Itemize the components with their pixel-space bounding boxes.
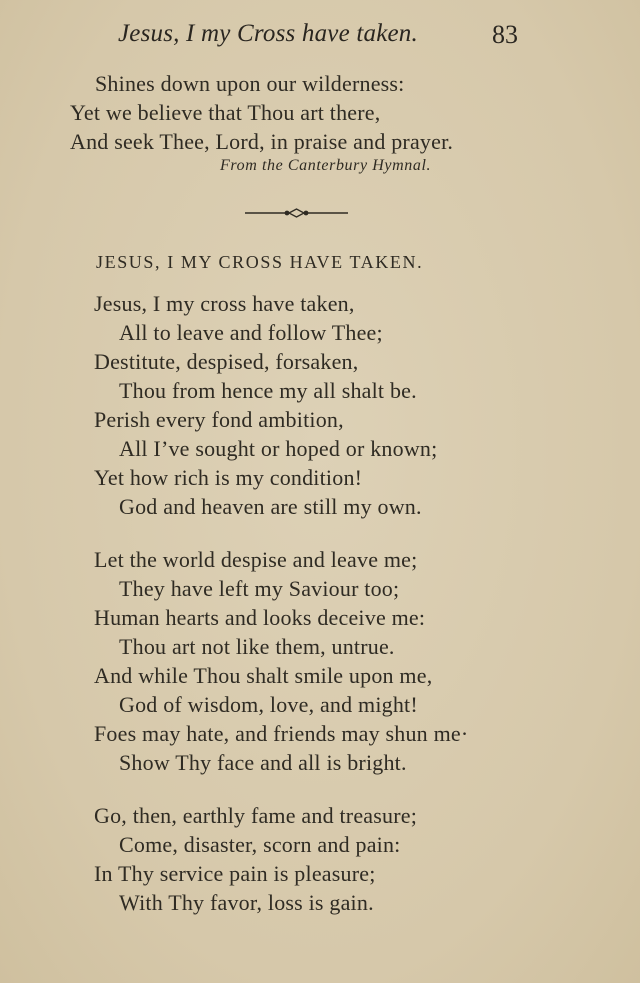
verse-line: In Thy service pain is pleasure;	[94, 861, 376, 886]
verse-line: Yet how rich is my condition!	[94, 465, 363, 490]
attribution: From the Canterbury Hymnal.	[220, 157, 432, 174]
verse-line: Go, then, earthly fame and treasure;	[94, 803, 418, 828]
verse-line: Thou from hence my all shalt be.	[119, 378, 417, 403]
verse-line: All to leave and follow Thee;	[119, 320, 383, 345]
verse-line: Come, disaster, scorn and pain:	[119, 832, 401, 857]
verse-line: Show Thy face and all is bright.	[119, 750, 407, 775]
verse-line: They have left my Saviour too;	[119, 576, 400, 601]
stanza-2	[94, 545, 468, 777]
verse-line: God and heaven are still my own.	[119, 494, 422, 519]
verse-line: Let the world despise and leave me;	[94, 547, 418, 572]
verse-line: All I’ve sought or hoped or known;	[119, 436, 438, 461]
verse-line: Thou art not like them, untrue.	[119, 634, 395, 659]
verse-line: Destitute, despised, forsaken,	[94, 349, 359, 374]
verse-line: God of wisdom, love, and might!	[119, 692, 418, 717]
stanza-3	[94, 801, 417, 917]
verse-line: Yet we believe that Thou art there,	[70, 100, 381, 125]
hymn-title: JESUS, I MY CROSS HAVE TAKEN.	[96, 252, 424, 272]
verse-line: And seek Thee, Lord, in praise and prayer.	[70, 129, 454, 154]
running-head-title: Jesus, I my Cross have taken.	[118, 20, 418, 47]
verse-line: Perish every fond ambition,	[94, 407, 344, 432]
previous-hymn-ending	[70, 69, 453, 156]
page-number: 83	[492, 20, 518, 49]
verse-line: Jesus, I my cross have taken,	[94, 291, 355, 316]
stanza-1	[94, 289, 437, 521]
section-divider-ornament	[245, 206, 348, 220]
verse-line: And while Thou shalt smile upon me,	[94, 663, 433, 688]
verse-line: Foes may hate, and friends may shun me·	[94, 721, 469, 746]
verse-line: With Thy favor, loss is gain.	[119, 890, 374, 915]
verse-line: Shines down upon our wilderness:	[95, 71, 405, 96]
verse-line: Human hearts and looks deceive me:	[94, 605, 426, 630]
